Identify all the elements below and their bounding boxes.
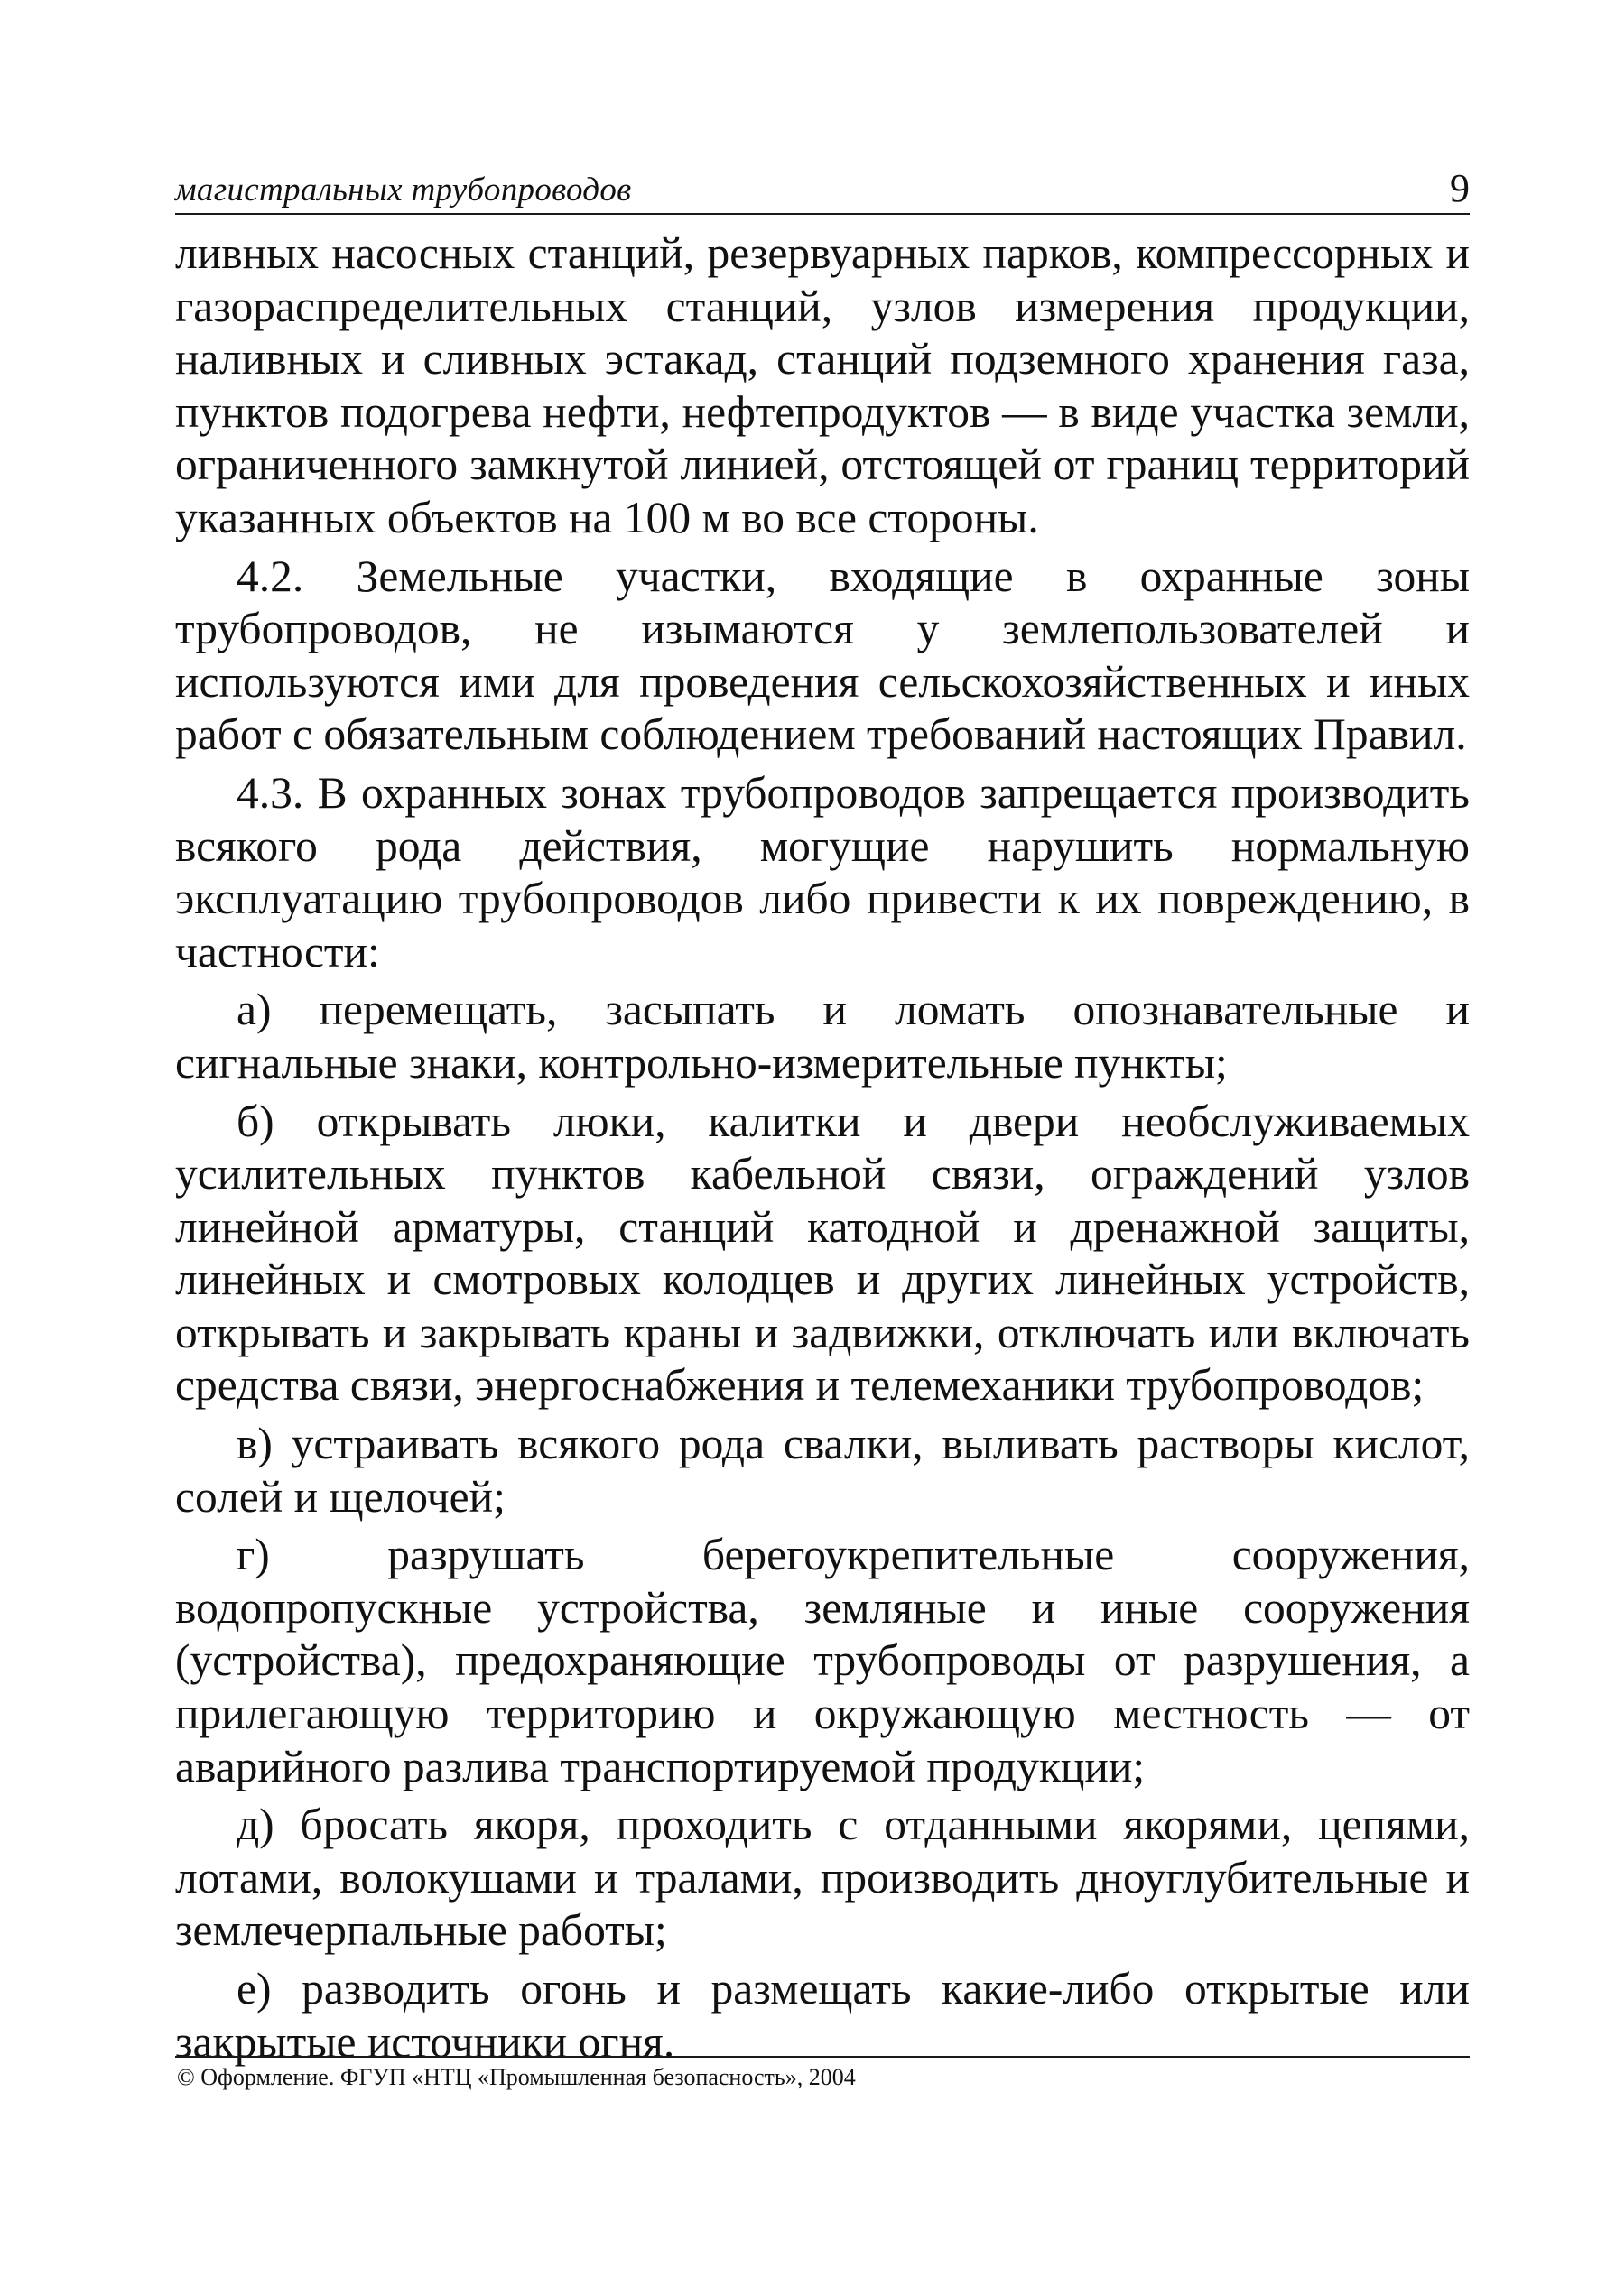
footer-copyright: © Оформление. ФГУП «НТЦ «Промышленная безопасность», 2004 bbox=[177, 2064, 856, 2090]
list-item-a: а) перемещать, засыпать и ломать опознавательные и сигнальные знаки, контрольно-измерительные пункты; bbox=[175, 985, 1470, 1088]
list-item-d: д) бросать якоря, проходить с отданными якорями, цепями, лотами, волокушами и тралами, производить дноуглубительные и землечерпальные работы; bbox=[175, 1800, 1470, 1956]
paragraph-4-2: 4.2. Земельные участки, входящие в охранные зоны трубопроводов, не изымаются у землепользователей и используются ими для проведения сельскохозяйственных и иных работ с обязательным соблюдением требований настоящих Правил. bbox=[175, 551, 1470, 760]
list-item-e: е) разводить огонь и размещать какие-либо открытые или закрытые источники огня. bbox=[175, 1964, 1470, 2067]
list-item-v: в) устраивать всякого рода свалки, выливать растворы кислот, солей и щелочей; bbox=[175, 1419, 1470, 1522]
running-header bbox=[175, 166, 1470, 215]
paragraph-4-3: 4.3. В охранных зонах трубопроводов запрещается производить всякого рода действия, могущие нарушить нормальную эксплуатацию трубопроводов либо привести к их повреждению, в частности: bbox=[175, 767, 1470, 977]
list-item-b: б) открывать люки, калитки и двери необслуживаемых усилительных пунктов кабельной связи, ограждений узлов линейной арматуры, станций катодной и дренажной защиты, линейных и смотровых колодцев и других линейных устройств, открывать и закрывать краны и задвижки, отключать или включать средства связи, энергоснабжения и телемеханики трубопроводов; bbox=[175, 1096, 1470, 1411]
page-number: 9 bbox=[1450, 166, 1470, 210]
footer-divider bbox=[175, 2056, 1470, 2058]
list-item-g: г) разрушать берегоукрепительные сооружения, водопропускные устройства, земляные и иные сооружения (устройства), предохраняющие трубопроводы от разрушения, а прилегающую территорию и окружающую местность — от аварийного разлива транспортируемой продукции; bbox=[175, 1530, 1470, 1791]
running-title: магистральных трубопроводов bbox=[175, 171, 632, 208]
paragraph-continuation: ливных насосных станций, резервуарных парков, компрессорных и газораспределительных станций, узлов измерения продукции, наливных и сливных эстакад, станций подземного хранения газа, пунктов подогрева нефти, нефтепродуктов — в виде участка земли, ограниченного замкнутой линией, отстоящей от границ территорий указанных объектов на 100 м во все стороны. bbox=[175, 228, 1470, 542]
body-text bbox=[175, 227, 1470, 2074]
